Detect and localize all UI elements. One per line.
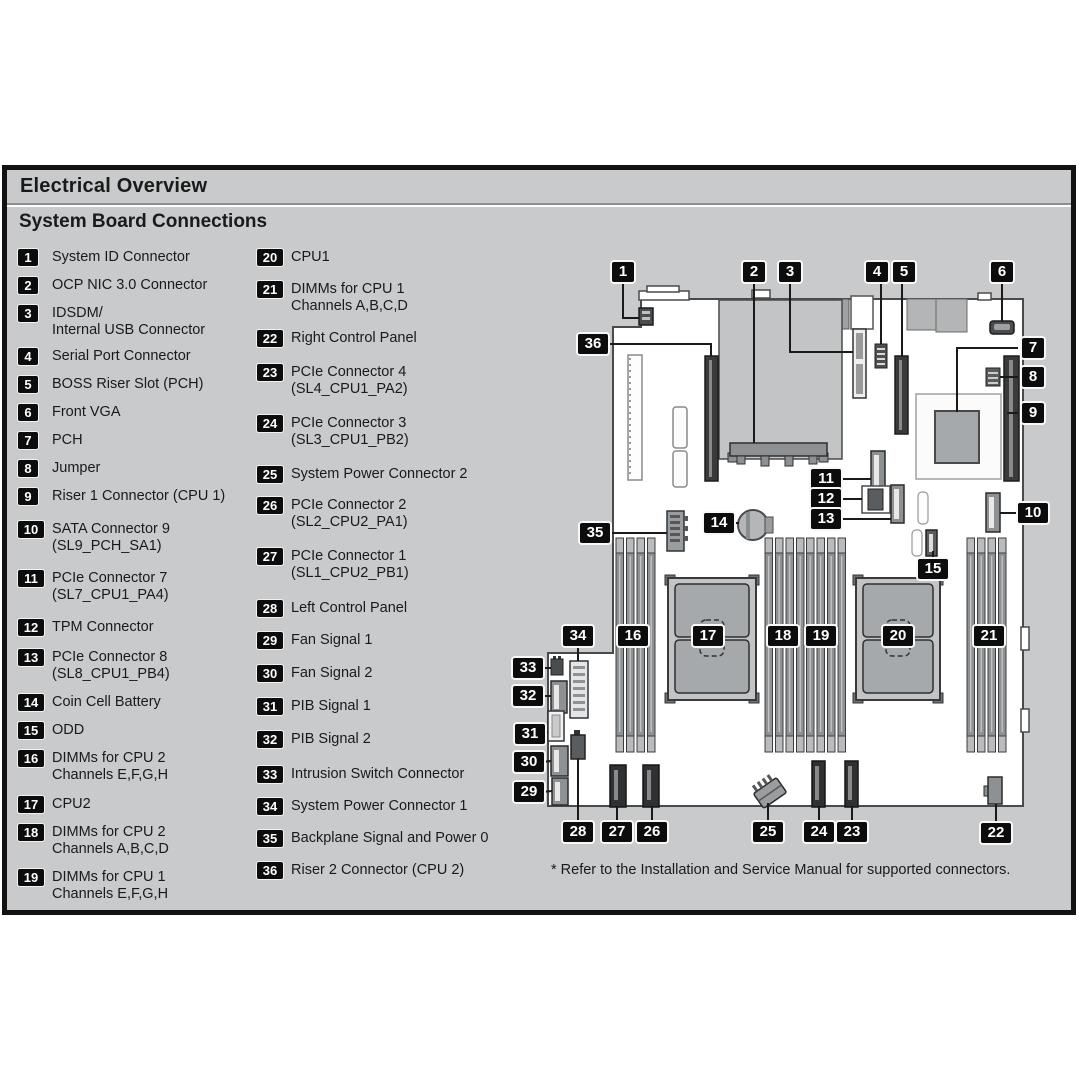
legend-label: DIMMs for CPU 1 Channels E,F,G,H bbox=[52, 869, 169, 902]
pch-chip bbox=[916, 394, 1001, 479]
legend-number-badge: 27 bbox=[257, 548, 283, 565]
legend-number-badge: 29 bbox=[257, 632, 283, 649]
legend-number-badge: 12 bbox=[18, 619, 44, 636]
callout-26: 26 bbox=[637, 822, 667, 842]
callout-9: 9 bbox=[1022, 403, 1044, 423]
system-id-connector bbox=[639, 308, 653, 325]
legend-label: IDSDM/ Internal USB Connector bbox=[52, 305, 206, 338]
idsdm-usb-connector bbox=[853, 329, 866, 398]
callout-6: 6 bbox=[991, 262, 1013, 282]
callout-24: 24 bbox=[804, 822, 834, 842]
legend-number-badge: 18 bbox=[18, 824, 44, 841]
legend-label: Intrusion Switch Connector bbox=[291, 766, 465, 782]
legend-label: CPU1 bbox=[291, 249, 330, 265]
legend-label: Front VGA bbox=[52, 404, 121, 420]
legend-number-badge: 2 bbox=[18, 277, 38, 294]
legend-label: ODD bbox=[52, 722, 85, 738]
legend-number-badge: 35 bbox=[257, 830, 283, 847]
callout-10: 10 bbox=[1018, 503, 1048, 523]
left-control-panel-connector bbox=[571, 730, 585, 759]
legend-number-badge: 11 bbox=[18, 570, 44, 587]
legend-label: Jumper bbox=[52, 460, 101, 476]
ocp-nic-bay bbox=[719, 300, 842, 466]
legend-label: DIMMs for CPU 1 Channels A,B,C,D bbox=[291, 281, 408, 314]
legend-label: OCP NIC 3.0 Connector bbox=[52, 277, 208, 293]
callout-31: 31 bbox=[515, 724, 545, 744]
legend-label: System Power Connector 1 bbox=[291, 798, 468, 814]
legend-label: Right Control Panel bbox=[291, 330, 417, 346]
callout-3: 3 bbox=[779, 262, 801, 282]
legend-number-badge: 28 bbox=[257, 600, 283, 617]
callout-12: 12 bbox=[811, 489, 841, 509]
pcie-connector-8 bbox=[891, 485, 904, 523]
page-title: Electrical Overview bbox=[20, 175, 208, 197]
callout-32: 32 bbox=[513, 686, 543, 706]
callout-23: 23 bbox=[837, 822, 867, 842]
legend-label: Riser 1 Connector (CPU 1) bbox=[52, 488, 226, 504]
legend-label: System Power Connector 2 bbox=[291, 466, 468, 482]
legend-label: DIMMs for CPU 2 Channels E,F,G,H bbox=[52, 750, 169, 783]
callout-2: 2 bbox=[743, 262, 765, 282]
legend-number-badge: 33 bbox=[257, 766, 283, 783]
legend-number-badge: 25 bbox=[257, 466, 283, 483]
callout-17: 17 bbox=[693, 626, 723, 646]
serial-port-connector bbox=[875, 344, 887, 368]
callout-30: 30 bbox=[514, 752, 544, 772]
legend-label: PCIe Connector 7 (SL7_CPU1_PA4) bbox=[52, 570, 169, 603]
legend-number-badge: 23 bbox=[257, 364, 283, 381]
legend-label: SATA Connector 9 (SL9_PCH_SA1) bbox=[52, 521, 170, 554]
legend-number-badge: 16 bbox=[18, 750, 44, 767]
callout-7: 7 bbox=[1022, 338, 1044, 358]
callout-25: 25 bbox=[753, 822, 783, 842]
callout-14: 14 bbox=[704, 513, 734, 533]
legend-number-badge: 13 bbox=[18, 649, 44, 666]
legend-label: PIB Signal 2 bbox=[291, 731, 371, 747]
section-title: System Board Connections bbox=[19, 211, 268, 232]
callout-29: 29 bbox=[514, 782, 544, 802]
legend-number-badge: 34 bbox=[257, 798, 283, 815]
callout-16: 16 bbox=[618, 626, 648, 646]
legend-label: PCIe Connector 1 (SL1_CPU2_PB1) bbox=[291, 548, 409, 581]
callout-20: 20 bbox=[883, 626, 913, 646]
legend-label: BOSS Riser Slot (PCH) bbox=[52, 376, 204, 392]
legend-number-badge: 17 bbox=[18, 796, 44, 813]
footnote: * Refer to the Installation and Service Manual for supported connectors. bbox=[551, 862, 1011, 878]
legend-number-badge: 14 bbox=[18, 694, 44, 711]
legend-label: PIB Signal 1 bbox=[291, 698, 371, 714]
callout-21: 21 bbox=[974, 626, 1004, 646]
board-cutout bbox=[673, 407, 687, 448]
legend-label: PCIe Connector 8 (SL8_CPU1_PB4) bbox=[52, 649, 170, 682]
tpm-connector bbox=[862, 486, 890, 513]
legend-number-badge: 6 bbox=[18, 404, 38, 421]
legend-number-badge: 24 bbox=[257, 415, 283, 432]
legend-label: PCIe Connector 3 (SL3_CPU1_PB2) bbox=[291, 415, 409, 448]
legend-label: Backplane Signal and Power 0 bbox=[291, 830, 489, 846]
jumper bbox=[986, 368, 1000, 386]
legend-number-badge: 19 bbox=[18, 869, 44, 886]
legend-label: System ID Connector bbox=[52, 249, 190, 265]
legend-label: PCIe Connector 4 (SL4_CPU1_PA2) bbox=[291, 364, 408, 397]
riser2-connector-slot bbox=[705, 356, 718, 481]
pcie-connector-1-slot bbox=[610, 765, 626, 807]
callout-8: 8 bbox=[1022, 367, 1044, 387]
callout-22: 22 bbox=[981, 823, 1011, 843]
board-cutout bbox=[912, 530, 922, 556]
pib-signal-1-connector bbox=[548, 711, 564, 741]
callout-36: 36 bbox=[578, 334, 608, 354]
legend-number-badge: 36 bbox=[257, 862, 283, 879]
legend-label: PCH bbox=[52, 432, 83, 448]
legend-number-badge: 31 bbox=[257, 698, 283, 715]
legend-label: CPU2 bbox=[52, 796, 91, 812]
legend-number-badge: 26 bbox=[257, 497, 283, 514]
dimm-slot bbox=[838, 538, 846, 752]
callout-19: 19 bbox=[806, 626, 836, 646]
callout-27: 27 bbox=[602, 822, 632, 842]
legend-number-badge: 30 bbox=[257, 665, 283, 682]
board-notch bbox=[1021, 627, 1029, 650]
legend-number-badge: 4 bbox=[18, 348, 38, 365]
legend-number-badge: 8 bbox=[18, 460, 38, 477]
callout-13: 13 bbox=[811, 509, 841, 529]
legend-label: Riser 2 Connector (CPU 2) bbox=[291, 862, 465, 878]
callout-11: 11 bbox=[811, 469, 841, 489]
intrusion-switch-connector bbox=[551, 656, 563, 675]
pcie-connector-2-slot bbox=[643, 765, 659, 807]
pcie-connector-3-slot bbox=[812, 761, 825, 807]
callout-4: 4 bbox=[866, 262, 888, 282]
fan-signal-1-connector bbox=[552, 778, 568, 805]
board-cutout bbox=[918, 492, 928, 524]
callout-18: 18 bbox=[768, 626, 798, 646]
leader-line-1 bbox=[623, 283, 639, 318]
odd-connector bbox=[926, 530, 937, 556]
legend-number-badge: 22 bbox=[257, 330, 283, 347]
callout-28: 28 bbox=[563, 822, 593, 842]
legend-number-badge: 21 bbox=[257, 281, 283, 298]
legend-number-badge: 1 bbox=[18, 249, 38, 266]
callout-34: 34 bbox=[563, 626, 593, 646]
callout-1: 1 bbox=[612, 262, 634, 282]
board-notch bbox=[1021, 709, 1029, 732]
fan-signal-2-connector bbox=[551, 746, 568, 776]
legend-label: Fan Signal 1 bbox=[291, 632, 373, 648]
legend-number-badge: 5 bbox=[18, 376, 38, 393]
board-cutout bbox=[673, 451, 687, 487]
legend-label: TPM Connector bbox=[52, 619, 154, 635]
pib-signal-2-connector bbox=[551, 681, 567, 713]
legend-label: PCIe Connector 2 (SL2_CPU2_PA1) bbox=[291, 497, 408, 530]
front-vga-connector bbox=[990, 321, 1014, 334]
callout-5: 5 bbox=[893, 262, 915, 282]
legend-number-badge: 10 bbox=[18, 521, 44, 538]
legend-number-badge: 20 bbox=[257, 249, 283, 266]
pcie-connector-4-slot bbox=[845, 761, 858, 807]
legend-number-badge: 15 bbox=[18, 722, 44, 739]
sata-connector-9 bbox=[986, 493, 1000, 532]
legend-label: DIMMs for CPU 2 Channels A,B,C,D bbox=[52, 824, 169, 857]
dimm-slot bbox=[648, 538, 656, 752]
callout-33: 33 bbox=[513, 658, 543, 678]
legend-number-badge: 32 bbox=[257, 731, 283, 748]
legend-label: Left Control Panel bbox=[291, 600, 408, 616]
callout-15: 15 bbox=[918, 559, 948, 579]
legend-label: Fan Signal 2 bbox=[291, 665, 373, 681]
legend-number-badge: 7 bbox=[18, 432, 38, 449]
legend-number-badge: 3 bbox=[18, 305, 38, 322]
boss-riser-slot bbox=[895, 356, 908, 434]
legend-number-badge: 9 bbox=[18, 488, 38, 505]
system-power-connector-1 bbox=[570, 661, 588, 718]
callout-35: 35 bbox=[580, 523, 610, 543]
legend-label: Serial Port Connector bbox=[52, 348, 191, 364]
riser1-connector-slot bbox=[1004, 356, 1019, 481]
legend-label: Coin Cell Battery bbox=[52, 694, 161, 710]
